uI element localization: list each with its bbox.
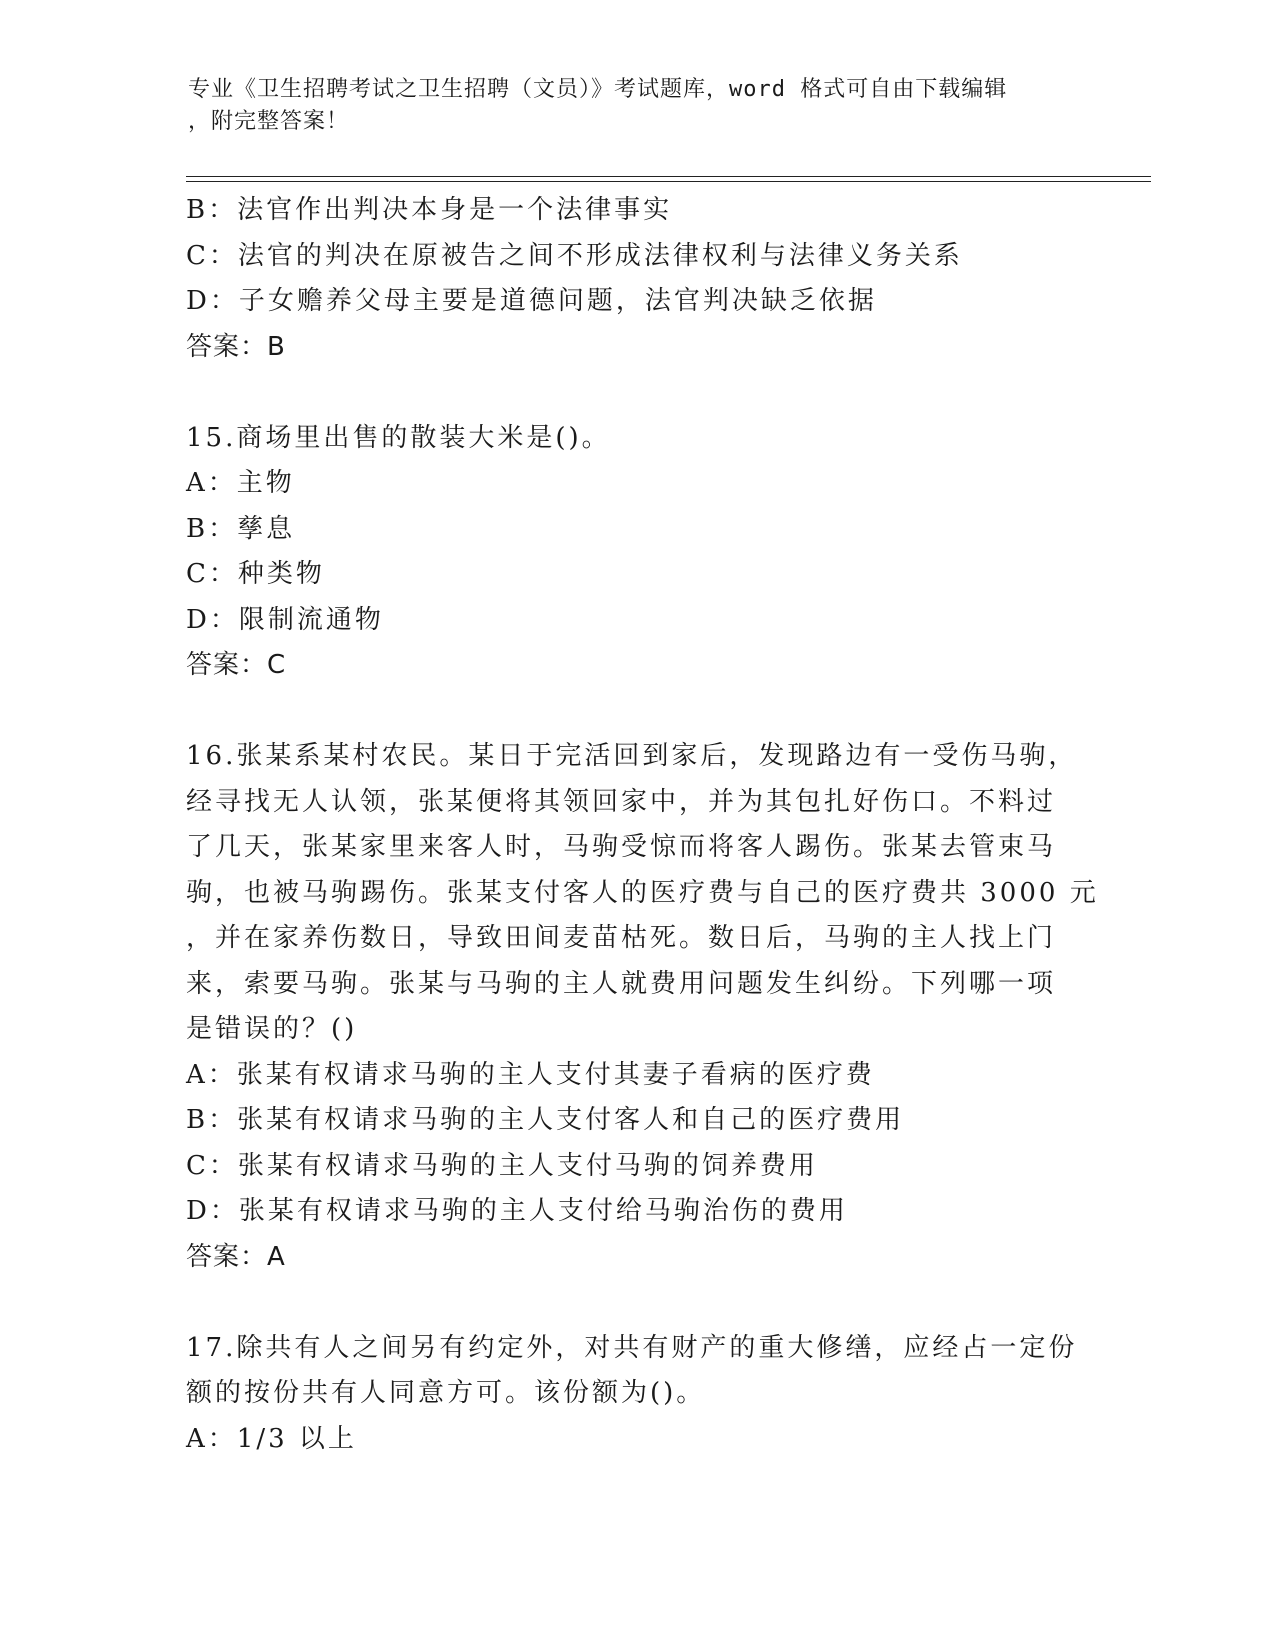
q16-stem-line: 来，索要马驹。张某与马驹的主人就费用问题发生纠纷。下列哪一项 — [186, 968, 1057, 999]
q17-stem-line: 额的按份共有人同意方可。该份额为()。 — [186, 1378, 706, 1408]
spacer — [186, 689, 1086, 735]
q15-stem: 15.商场里出售的散装大米是()。 — [186, 422, 611, 453]
header-rule-top — [186, 176, 1151, 177]
q15-answer: 答案：C — [186, 650, 287, 680]
q16-option-a: A：张某有权请求马驹的主人支付其妻子看病的医疗费 — [186, 1059, 875, 1090]
q15-option-c: C：种类物 — [186, 559, 325, 589]
question-16 — [186, 734, 1099, 1280]
q16-stem-line: 经寻找无人认领，张某便将其领回家中，并为其包扎好伤口。不料过 — [186, 786, 1057, 817]
question-17 — [186, 1326, 1086, 1463]
q14-option-c: C：法官的判决在原被告之间不形成法律权利与法律义务关系 — [186, 240, 963, 271]
question-15 — [186, 416, 1086, 689]
spacer — [186, 370, 1086, 416]
q15-option-d: D：限制流通物 — [186, 604, 384, 635]
document-body — [186, 188, 1099, 1462]
q16-option-b: B：张某有权请求马驹的主人支付客人和自己的医疗费用 — [186, 1105, 905, 1135]
q16-option-d: D：张某有权请求马驹的主人支付给马驹治伤的费用 — [186, 1196, 848, 1226]
q16-option-c: C：张某有权请求马驹的主人支付马驹的饲养费用 — [186, 1150, 818, 1181]
header-line-2: ，附完整答案！ — [188, 109, 350, 134]
q16-stem-line: 驹，也被马驹踢伤。张某支付客人的医疗费与自己的医疗费共 3000 元 — [186, 877, 1099, 908]
header-rule-bottom — [186, 181, 1151, 182]
spacer — [186, 1280, 1086, 1326]
q16-answer: 答案：A — [186, 1241, 286, 1272]
document-header — [188, 74, 1068, 138]
q14-option-d: D：子女赡养父母主要是道德问题，法官判决缺乏依据 — [186, 286, 877, 316]
header-line-1: 专业《卫生招聘考试之卫生招聘（文员）》考试题库，word 格式可自由下载编辑 — [188, 77, 1008, 102]
q14-option-b: B：法官作出判决本身是一个法律事实 — [186, 195, 673, 225]
question-14-continued — [186, 188, 1086, 370]
q17-stem-line: 17.除共有人之间另有约定外，对共有财产的重大修缮，应经占一定份 — [186, 1332, 1078, 1363]
q16-stem-line: ，并在家养伤数日，导致田间麦苗枯死。数日后，马驹的主人找上门 — [186, 923, 1057, 953]
q16-stem-line: 16.张某系某村农民。某日于完活回到家后，发现路边有一受伤马驹， — [186, 741, 1078, 771]
q16-stem-line: 了几天，张某家里来客人时，马驹受惊而将客人踢伤。张某去管束马 — [186, 832, 1057, 862]
q14-answer: 答案：B — [186, 331, 286, 362]
q15-option-b: B：孳息 — [186, 513, 296, 544]
q15-option-a: A：主物 — [186, 468, 295, 498]
q17-option-a: A：1/3 以上 — [186, 1423, 357, 1454]
q16-stem-line: 是错误的？() — [186, 1014, 358, 1044]
